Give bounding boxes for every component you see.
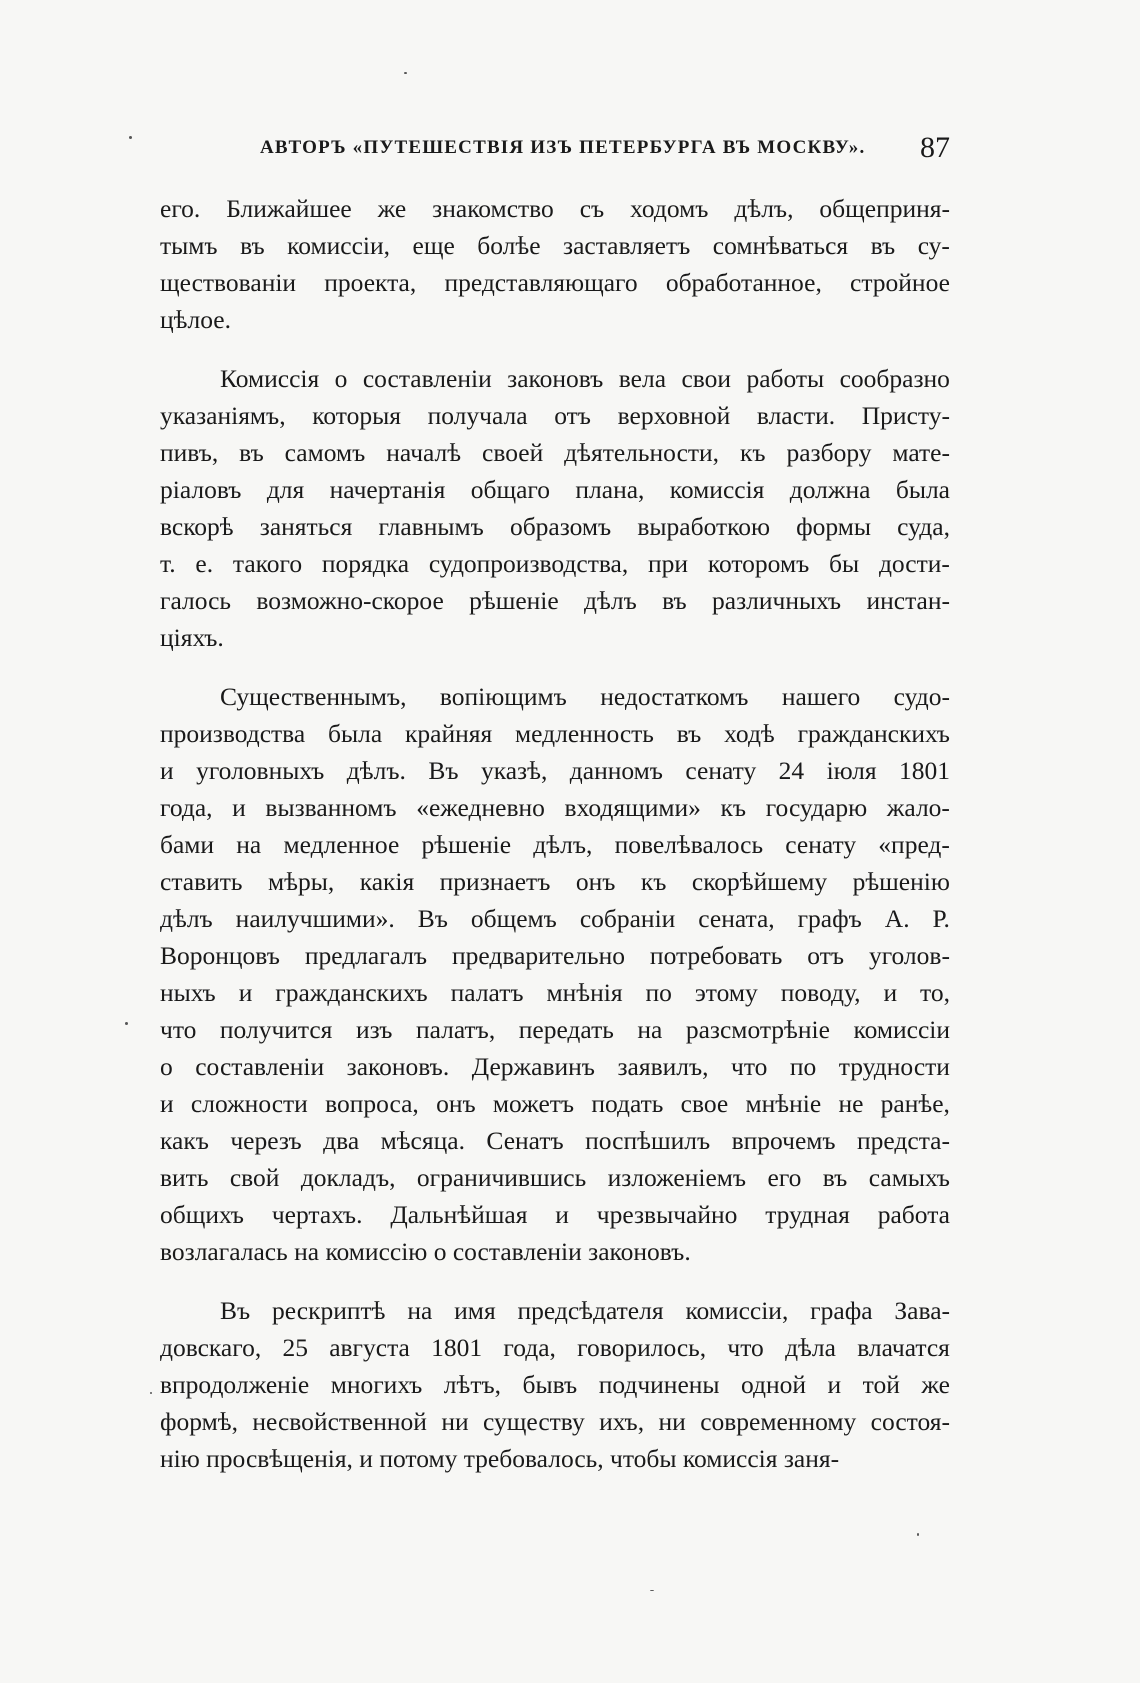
scan-speck [150,1392,152,1394]
text-line: формѣ, несвойственной ни существу ихъ, ни современному состоя- [160,1407,950,1436]
text-line: Существеннымъ, вопіющимъ недостаткомъ нашего судо- [220,682,950,711]
scan-speck [125,1022,128,1025]
text-line: и уголовныхъ дѣлъ. Въ указѣ, данномъ сенату 24 іюля 1801 [160,756,950,785]
text-line: довскаго, 25 августа 1801 года, говорилось, что дѣла влачатся [160,1333,950,1362]
text-line: ставить мѣры, какія признаетъ онъ къ скорѣйшему рѣшенію [160,867,950,896]
text-line: цѣлое. [160,305,231,334]
text-line: впродолженіе многихъ лѣтъ, бывъ подчинены одной и той же [160,1370,950,1399]
text-line: Въ рескриптѣ на имя предсѣдателя комиссіи, графа Зава- [220,1296,950,1325]
text-line: какъ черезъ два мѣсяца. Сенатъ поспѣшилъ впрочемъ предста- [160,1126,950,1155]
paragraph [160,190,950,338]
text-line: ціяхъ. [160,623,224,652]
scan-speck [650,1590,654,1591]
scan-speck [917,1533,919,1536]
text-line: нію просвѣщенія, и потому требовалось, чтобы комиссія заня- [160,1444,840,1473]
scan-speck [129,136,132,139]
text-line: вить свой докладъ, ограничившись изложеніемъ его въ самыхъ [160,1163,950,1192]
text-line: и сложности вопроса, онъ можетъ подать свое мнѣніе не ранѣе, [160,1089,950,1118]
scan-speck [404,72,407,74]
text-line: пивъ, въ самомъ началѣ своей дѣятельности, къ разбору мате- [160,438,950,467]
body-text [160,190,950,1499]
text-line: Комиссія о составленіи законовъ вела свои работы сообразно [220,364,950,393]
text-line: производства была крайняя медленность въ ходѣ гражданскихъ [160,719,950,748]
text-line: тымъ въ комиссіи, еще болѣе заставляетъ сомнѣваться въ су- [160,231,950,260]
text-line: общихъ чертахъ. Дальнѣйшая и чрезвычайно трудная работа [160,1200,950,1229]
text-line: ріаловъ для начертанія общаго плана, комиссія должна была [160,475,950,504]
paragraph [160,1292,950,1477]
text-line: Воронцовъ предлагалъ предварительно потребовать отъ уголов- [160,941,950,970]
text-line: бами на медленное рѣшеніе дѣлъ, повелѣвалось сенату «пред- [160,830,950,859]
text-line: возлагалась на комиссію о составленіи законовъ. [160,1237,691,1266]
text-line: ществованіи проекта, представляющаго обработанное, стройное [160,268,950,297]
text-line: указаніямъ, которыя получала отъ верховной власти. Присту- [160,401,950,430]
running-head [160,131,950,165]
page-number: 87 [920,131,950,164]
text-line: года, и вызванномъ «ежедневно входящими» къ государю жало- [160,793,950,822]
paragraph [160,360,950,656]
text-line: т. е. такого порядка судопроизводства, при которомъ бы дости- [160,549,950,578]
text-line: галось возможно-скорое рѣшеніе дѣлъ въ различныхъ инстан- [160,586,950,615]
text-line: его. Ближайшее же знакомство съ ходомъ дѣлъ, общеприня- [160,194,950,223]
paragraph [160,678,950,1270]
text-line: вскорѣ заняться главнымъ образомъ выработкою формы суда, [160,512,950,541]
text-line: дѣлъ наилучшими». Въ общемъ собраніи сената, графъ А. Р. [160,904,950,933]
text-line: что получится изъ палатъ, передать на разсмотрѣніе комиссіи [160,1015,950,1044]
text-line: ныхъ и гражданскихъ палатъ мнѣнія по этому поводу, и то, [160,978,950,1007]
running-title: АВТОРЪ «ПУТЕШЕСТВІЯ ИЗЪ ПЕТЕРБУРГА ВЪ МОСКВУ». [260,137,866,158]
text-line: о составленіи законовъ. Державинъ заявилъ, что по трудности [160,1052,950,1081]
